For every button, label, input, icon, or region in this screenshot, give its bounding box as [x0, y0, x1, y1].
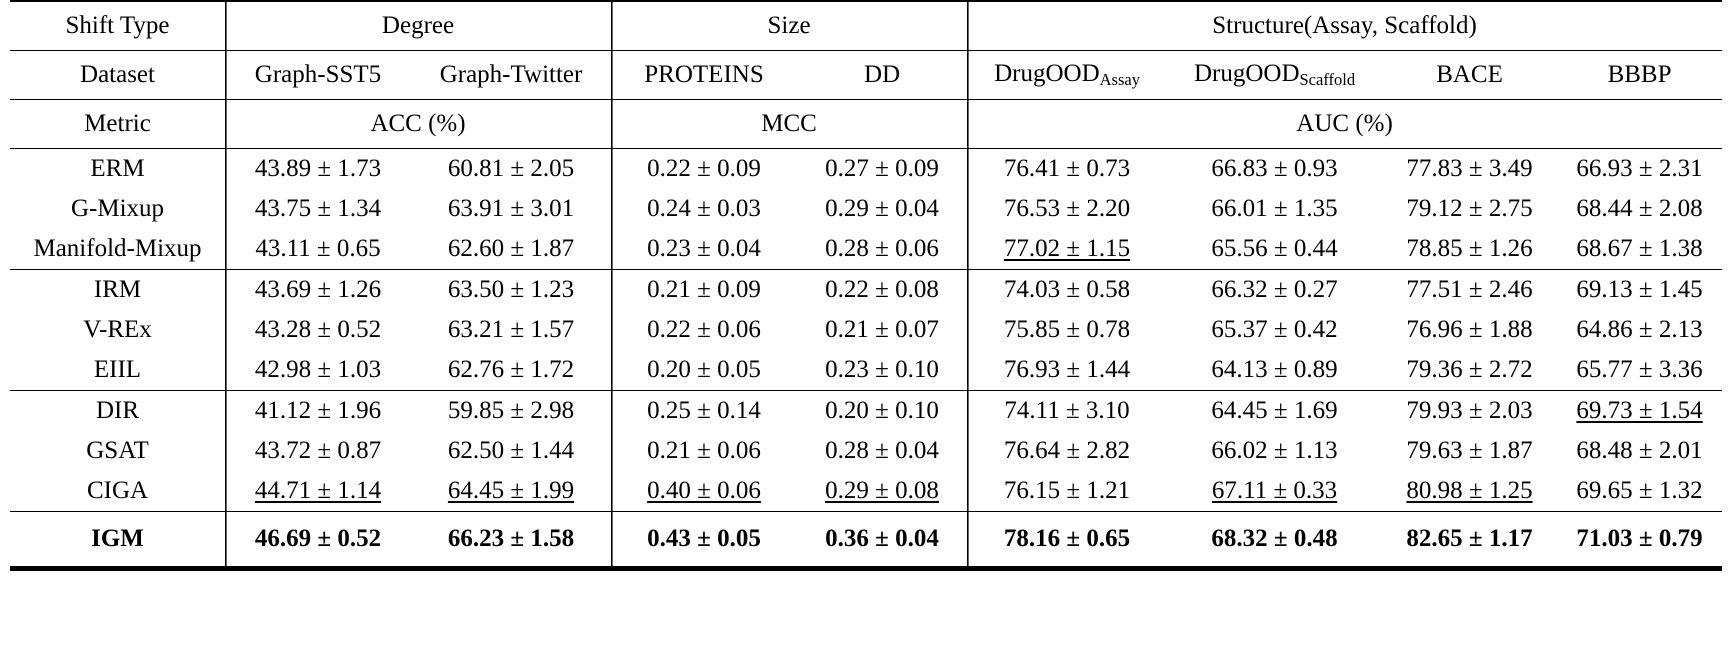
- cell-value: 0.25 ± 0.14: [611, 391, 797, 432]
- row-label: DIR: [10, 391, 225, 432]
- cell-value: 43.69 ± 1.26: [225, 270, 411, 311]
- table-row: [10, 350, 1722, 391]
- row-label: V-REx: [83, 316, 152, 343]
- cell-value: 75.85 ± 0.78: [967, 310, 1167, 350]
- cell-value: 76.41 ± 0.73: [967, 149, 1167, 190]
- row-label: Manifold-Mixup: [33, 235, 202, 262]
- cell-value: 66.32 ± 0.27: [1167, 270, 1382, 311]
- row-label: IGM: [10, 512, 225, 569]
- cell-value: 66.23 ± 1.58: [411, 512, 611, 569]
- column-header-drugood-scaffold: DrugOOD$_{Scaffold}$: [1167, 51, 1382, 100]
- cell-value: 80.98 ± 1.25: [1406, 477, 1533, 504]
- table-row-highlight: [10, 512, 1722, 569]
- row-label: G-Mixup: [70, 195, 165, 222]
- cell-value: 76.64 ± 2.82: [967, 431, 1167, 471]
- table-row: [10, 189, 1722, 229]
- cell-value: 62.60 ± 1.87: [447, 235, 575, 262]
- cell-value: 0.28 ± 0.04: [825, 437, 939, 464]
- cell-value: 66.01 ± 1.35: [1211, 195, 1338, 222]
- cell-value: 79.63 ± 1.87: [1406, 437, 1533, 464]
- cell-value: 65.77 ± 3.36: [1576, 356, 1703, 383]
- row-label: CIGA: [86, 477, 149, 504]
- header-shift-type-label: Shift Type: [10, 1, 225, 51]
- cell-value: 68.48 ± 2.01: [1576, 437, 1703, 464]
- column-header-bace: BACE: [1382, 51, 1557, 100]
- cell-value: 69.13 ± 1.45: [1557, 270, 1722, 311]
- cell-value: 63.91 ± 3.01: [447, 195, 575, 222]
- cell-value: 66.83 ± 0.93: [1167, 149, 1382, 190]
- cell-value: 0.20 ± 0.05: [611, 350, 797, 391]
- cell-value: 62.50 ± 1.44: [447, 437, 575, 464]
- cell-value: 0.43 ± 0.05: [611, 512, 797, 569]
- cell-value: 66.93 ± 2.31: [1557, 149, 1722, 190]
- cell-value: 59.85 ± 2.98: [411, 391, 611, 432]
- cell-value: 77.51 ± 2.46: [1382, 270, 1557, 311]
- row-label: GSAT: [86, 437, 149, 464]
- cell-value: 43.28 ± 0.52: [225, 310, 411, 350]
- cell-value: 46.69 ± 0.52: [225, 512, 411, 569]
- row-label: EIIL: [93, 356, 142, 383]
- cell-value: 76.53 ± 2.20: [967, 189, 1167, 229]
- table-row: [10, 270, 1722, 311]
- column-header-graph-twitter: Graph-Twitter: [411, 51, 611, 100]
- cell-value: 78.85 ± 1.26: [1406, 235, 1533, 262]
- cell-value: 78.16 ± 0.65: [967, 512, 1167, 569]
- cell-value: 43.72 ± 0.87: [225, 431, 411, 471]
- table-row: [10, 310, 1722, 350]
- cell-value: 60.81 ± 2.05: [411, 149, 611, 190]
- cell-value: 41.12 ± 1.96: [225, 391, 411, 432]
- column-header-proteins: PROTEINS: [611, 51, 797, 100]
- cell-value: 0.20 ± 0.10: [797, 391, 967, 432]
- cell-value: 44.71 ± 1.14: [225, 471, 411, 512]
- cell-value: 76.93 ± 1.44: [967, 350, 1167, 391]
- header-row-shift-type: [10, 1, 1722, 51]
- cell-value: 0.21 ± 0.07: [825, 316, 939, 343]
- column-header-dd: DD: [797, 51, 967, 100]
- metric-header-auc: AUC (%): [967, 100, 1722, 149]
- table-row: [10, 431, 1722, 471]
- cell-value: 69.65 ± 1.32: [1576, 477, 1703, 504]
- cell-value: 0.23 ± 0.04: [611, 229, 797, 270]
- cell-value: 0.36 ± 0.04: [797, 512, 967, 569]
- cell-value: 62.76 ± 1.72: [447, 356, 575, 383]
- table-row: [10, 391, 1722, 432]
- metric-header-acc: ACC (%): [225, 100, 611, 149]
- cell-value: 0.23 ± 0.10: [825, 356, 939, 383]
- cell-value: 74.03 ± 0.58: [967, 270, 1167, 311]
- table-row: [10, 149, 1722, 190]
- cell-value: 68.67 ± 1.38: [1576, 235, 1703, 262]
- cell-value: 0.24 ± 0.03: [611, 189, 797, 229]
- group-header-degree: Degree: [225, 1, 611, 51]
- cell-value: 0.22 ± 0.09: [611, 149, 797, 190]
- cell-value: 0.29 ± 0.04: [825, 195, 939, 222]
- results-table: [10, 0, 1722, 571]
- column-header-drugood-assay: DrugOOD$_{Assay}$: [967, 51, 1167, 100]
- header-row-dataset: [10, 51, 1722, 100]
- column-header-graph-sst5: Graph-SST5: [225, 51, 411, 100]
- cell-value: 79.93 ± 2.03: [1382, 391, 1557, 432]
- cell-value: 66.02 ± 1.13: [1211, 437, 1338, 464]
- cell-value: 0.21 ± 0.09: [611, 270, 797, 311]
- cell-value: 0.28 ± 0.06: [825, 235, 939, 262]
- cell-value: 0.27 ± 0.09: [797, 149, 967, 190]
- column-header-bbbp: BBBP: [1557, 51, 1722, 100]
- cell-value: 77.83 ± 3.49: [1382, 149, 1557, 190]
- cell-value: 65.56 ± 0.44: [1211, 235, 1338, 262]
- table-row: [10, 471, 1722, 512]
- cell-value: 0.40 ± 0.06: [611, 471, 797, 512]
- table-row: [10, 229, 1722, 270]
- header-row-metric: [10, 100, 1722, 149]
- cell-value: 43.11 ± 0.65: [225, 229, 411, 270]
- cell-value: 63.50 ± 1.23: [411, 270, 611, 311]
- cell-value: 79.36 ± 2.72: [1406, 356, 1533, 383]
- metric-header-mcc: MCC: [611, 100, 967, 149]
- cell-value: 74.11 ± 3.10: [967, 391, 1167, 432]
- header-metric-label: Metric: [10, 100, 225, 149]
- cell-value: 68.44 ± 2.08: [1576, 195, 1703, 222]
- cell-value: 64.13 ± 0.89: [1211, 356, 1338, 383]
- cell-value: 64.45 ± 1.69: [1167, 391, 1382, 432]
- cell-value: 42.98 ± 1.03: [225, 350, 411, 391]
- cell-value: 0.22 ± 0.06: [611, 310, 797, 350]
- row-label: ERM: [10, 149, 225, 190]
- cell-value: 43.89 ± 1.73: [225, 149, 411, 190]
- cell-value: 63.21 ± 1.57: [447, 316, 575, 343]
- cell-value: 0.29 ± 0.08: [825, 477, 939, 504]
- cell-value: 0.21 ± 0.06: [611, 431, 797, 471]
- cell-value: 65.37 ± 0.42: [1211, 316, 1338, 343]
- group-header-structure: Structure(Assay, Scaffold): [967, 1, 1722, 51]
- cell-value: 82.65 ± 1.17: [1382, 512, 1557, 569]
- cell-value: 0.22 ± 0.08: [797, 270, 967, 311]
- cell-value: 76.96 ± 1.88: [1406, 316, 1533, 343]
- cell-value: 68.32 ± 0.48: [1167, 512, 1382, 569]
- row-label: IRM: [10, 270, 225, 311]
- cell-value: 69.73 ± 1.54: [1557, 391, 1722, 432]
- cell-value: 64.86 ± 2.13: [1576, 316, 1703, 343]
- cell-value: 76.15 ± 1.21: [967, 471, 1167, 512]
- cell-value: 77.02 ± 1.15: [967, 229, 1167, 270]
- group-header-size: Size: [611, 1, 967, 51]
- cell-value: 43.75 ± 1.34: [225, 189, 411, 229]
- cell-value: 71.03 ± 0.79: [1557, 512, 1722, 569]
- cell-value: 67.11 ± 0.33: [1211, 477, 1338, 504]
- header-dataset-label: Dataset: [10, 51, 225, 100]
- cell-value: 64.45 ± 1.99: [447, 477, 575, 504]
- cell-value: 79.12 ± 2.75: [1406, 195, 1533, 222]
